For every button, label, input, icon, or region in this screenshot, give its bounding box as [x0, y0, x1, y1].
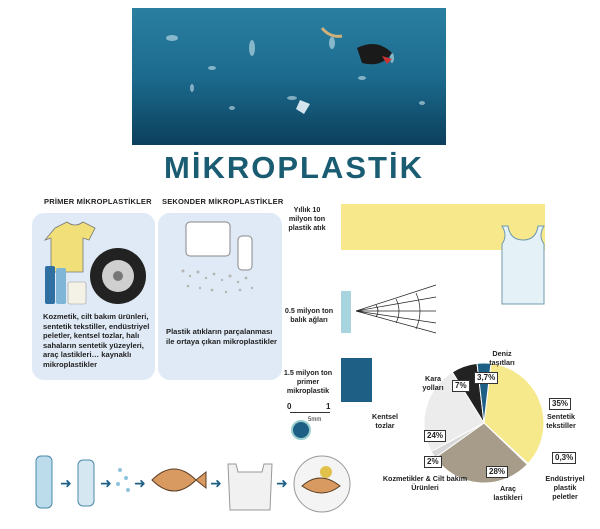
bar-label-primary-microplastic: 1.5 milyon ton primer mikroplastik: [283, 368, 333, 395]
pie-label-sentetik: Sentetik tekstiller: [546, 412, 576, 430]
page-title: MİKROPLASTİK: [164, 150, 424, 185]
pie-label-kentsel: Kentsel tozlar: [372, 412, 398, 430]
pie-label-endustriyel: Endüstriyel plastik peletler: [545, 474, 585, 501]
svg-text:➜: ➜: [276, 475, 288, 491]
svg-text:➜: ➜: [134, 475, 146, 491]
pct-kara: 7%: [452, 380, 470, 392]
scale-unit: 5mm: [308, 417, 322, 423]
pct-deniz: 3,7%: [474, 372, 498, 384]
plastic-bag-icon: [228, 464, 272, 510]
pie-label-arac: Araç lastikleri: [493, 484, 523, 502]
secondary-description: Plastik atıkların parçalanması ile ortaya çıkan mikroplastikler: [166, 327, 278, 346]
pct-sentetik: 35%: [549, 398, 571, 410]
pie-label-deniz: Deniz taşıtları: [489, 349, 515, 367]
svg-text:➜: ➜: [100, 475, 112, 491]
bar-label-plastic-waste: Yıllık 10 milyon ton plastik atık: [288, 205, 326, 232]
svg-text:➜: ➜: [210, 475, 222, 491]
pct-kozmetik: 2%: [424, 456, 442, 468]
secondary-heading: SEKONDER MİKROPLASTİKLER: [162, 197, 284, 206]
bar-label-fishing-nets: 0.5 milyon ton balık ağları: [284, 306, 334, 324]
food-chain-illustration: [30, 450, 360, 520]
primary-description: Kozmetik, cilt bakım ürünleri, sentetik tekstiller, endüstriyel peletler, kentsel tozlar, halı sahaların sentetik yüzeyleri, araç lastikleri… kaynaklı mikroplastikler: [43, 312, 150, 369]
bottle-icon: [36, 456, 52, 508]
pct-kentsel: 24%: [424, 430, 446, 442]
primary-heading: PRİMER MİKROPLASTİKLER: [44, 197, 152, 206]
scale-right: 1: [326, 402, 331, 411]
svg-text:➜: ➜: [60, 475, 72, 491]
scale-left: 0: [287, 402, 292, 411]
fish-icon: [152, 469, 196, 491]
pie-label-kozmetik: Kozmetikler & Cilt bakım Ürünleri: [382, 474, 468, 492]
pct-arac: 28%: [486, 466, 508, 478]
pie-label-kara: Kara yolları: [422, 374, 444, 392]
pct-endustriyel: 0,3%: [552, 452, 576, 464]
